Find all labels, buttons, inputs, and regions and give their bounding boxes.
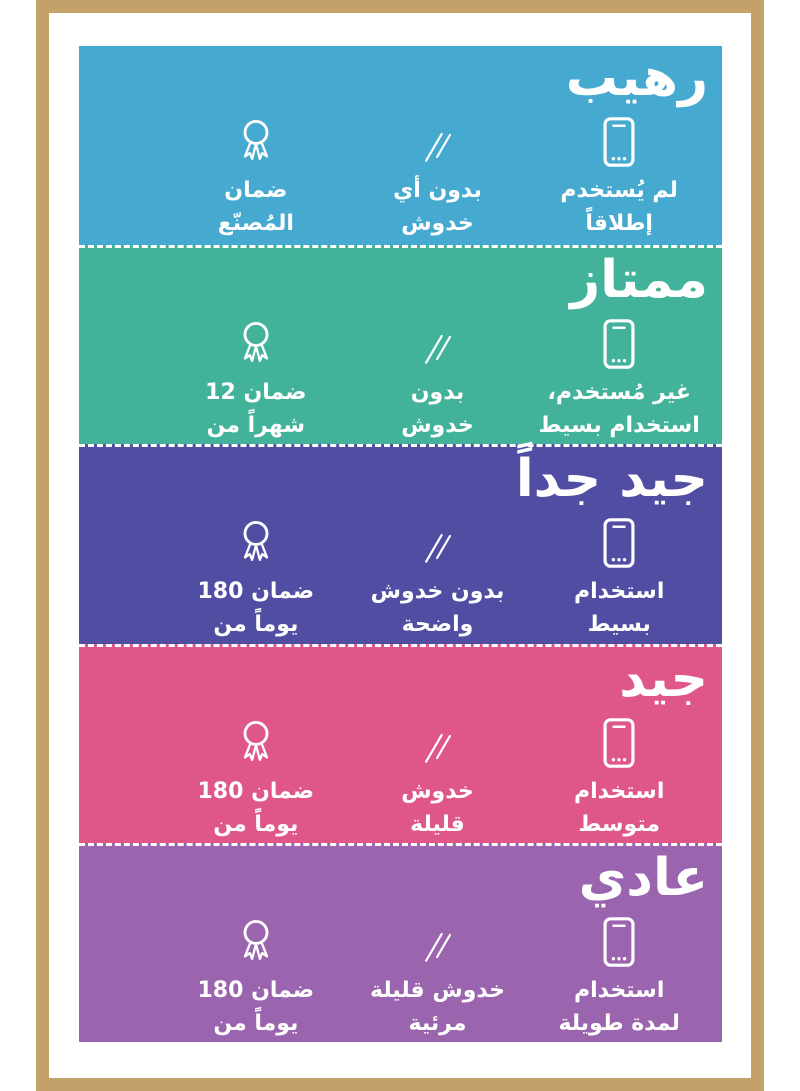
band-excellent	[79, 245, 722, 444]
scratches-text-line1: خدوش قليلة	[370, 977, 505, 1003]
medal-icon	[233, 118, 279, 168]
usage-text-line1: استخدام	[573, 778, 665, 804]
band-good	[79, 644, 722, 843]
usage-text-line2: استخدام بسيط	[538, 413, 700, 439]
column-usage	[528, 713, 710, 841]
scratches-text-line1: بدون أي	[393, 178, 482, 203]
phone-icon	[602, 717, 636, 769]
phone-icon	[602, 517, 636, 569]
column-usage	[528, 912, 710, 1040]
scratches-text-line2: خدوش	[401, 211, 474, 236]
band-awesome	[79, 46, 722, 245]
column-scratches	[347, 112, 529, 240]
band-very-good	[79, 444, 722, 643]
warranty-text-line2: يوماً من	[213, 612, 299, 638]
band-columns	[79, 513, 722, 641]
phone-icon	[602, 116, 636, 168]
usage-text-line2: متوسط	[578, 811, 660, 837]
scratches-text-line2: مرئية	[408, 1010, 467, 1036]
scratches-icon	[415, 326, 461, 370]
band-columns	[79, 713, 722, 841]
scratches-icon	[415, 924, 461, 968]
scratches-text-line2: واضحة	[401, 612, 474, 638]
band-title: عادي	[578, 847, 708, 908]
medal-icon	[233, 719, 279, 769]
column-usage	[528, 314, 710, 442]
band-columns	[79, 112, 722, 240]
warranty-text-line2: شهراً من	[206, 413, 306, 439]
scratches-text-line1: خدوش	[401, 778, 474, 804]
column-warranty	[165, 713, 347, 841]
band-fair	[79, 843, 722, 1042]
usage-text-line2: لمدة طويلة	[558, 1010, 680, 1036]
column-scratches	[347, 912, 529, 1040]
column-usage	[528, 513, 710, 641]
column-usage	[528, 112, 710, 240]
medal-icon	[233, 519, 279, 569]
column-warranty	[165, 112, 347, 240]
band-title: جيد جداً	[515, 449, 708, 510]
warranty-text-line2: يوماً من	[213, 811, 299, 837]
medal-icon	[233, 320, 279, 370]
warranty-text-line2: المُصنّع	[217, 211, 294, 236]
column-scratches	[347, 513, 529, 641]
phone-icon	[602, 916, 636, 968]
warranty-text-line1: ضمان 180	[197, 579, 315, 605]
condition-bands	[79, 46, 722, 1042]
medal-icon	[233, 918, 279, 968]
scratches-icon	[415, 525, 461, 569]
warranty-text-line1: ضمان	[224, 178, 288, 203]
scratches-icon	[415, 725, 461, 769]
warranty-text-line1: ضمان 180	[197, 977, 315, 1003]
band-title: رهيب	[565, 48, 708, 108]
column-warranty	[165, 912, 347, 1040]
band-title: جيد	[619, 648, 708, 709]
warranty-text-line1: ضمان 180	[197, 778, 315, 804]
band-columns	[79, 912, 722, 1040]
usage-text-line1: استخدام	[573, 579, 665, 605]
band-columns	[79, 314, 722, 442]
usage-text-line1: لم يُستخدم	[560, 178, 678, 203]
band-title: ممتاز	[570, 250, 708, 311]
usage-text-line2: إطلاقاً	[585, 211, 653, 236]
column-scratches	[347, 314, 529, 442]
scratches-icon	[415, 124, 461, 168]
warranty-text-line1: ضمان 12	[205, 380, 307, 406]
column-warranty	[165, 513, 347, 641]
scratches-text-line2: قليلة	[410, 811, 465, 837]
scratches-text-line2: خدوش	[401, 413, 474, 439]
column-warranty	[165, 314, 347, 442]
warranty-text-line2: يوماً من	[213, 1010, 299, 1036]
usage-text-line2: بسيط	[587, 612, 651, 638]
scratches-text-line1: بدون	[410, 380, 465, 406]
usage-text-line1: استخدام	[573, 977, 665, 1003]
usage-text-line1: غير مُستخدم،	[547, 380, 691, 406]
scratches-text-line1: بدون خدوش	[370, 579, 505, 605]
phone-icon	[602, 318, 636, 370]
column-scratches	[347, 713, 529, 841]
